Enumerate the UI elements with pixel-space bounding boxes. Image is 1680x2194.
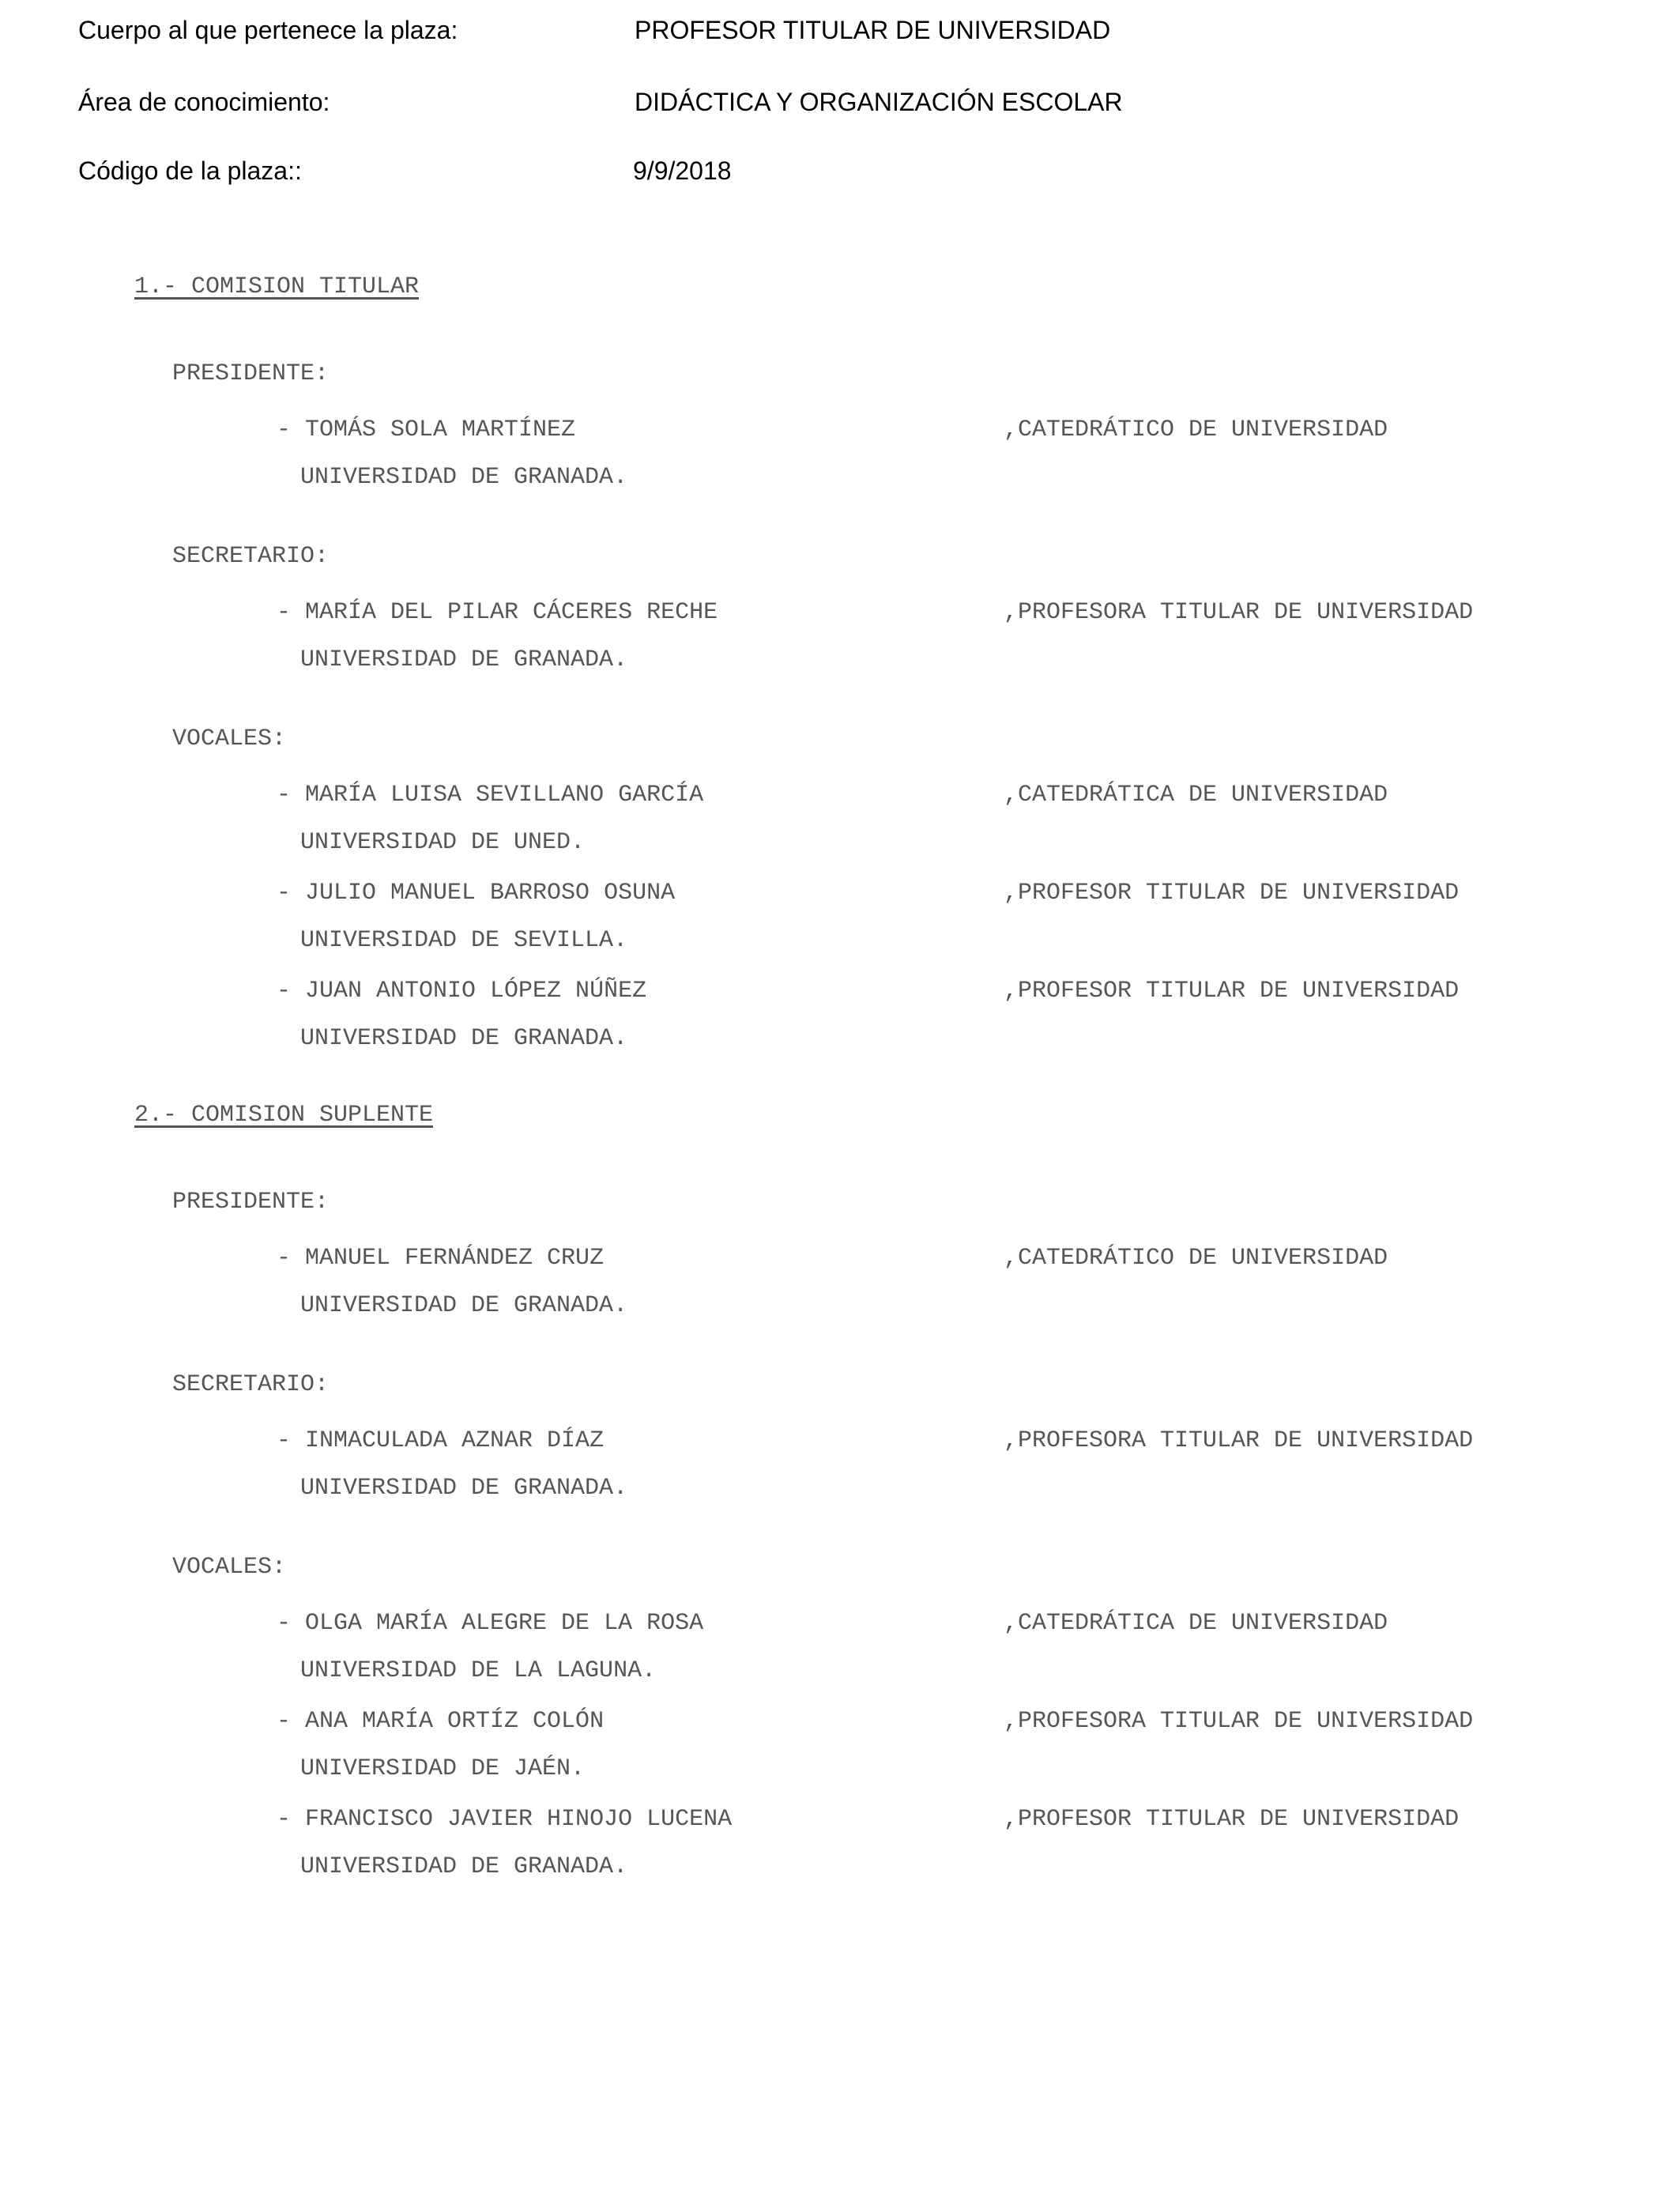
member-university: UNIVERSIDAD DE SEVILLA. <box>300 927 628 954</box>
member-university: UNIVERSIDAD DE GRANADA. <box>300 464 628 491</box>
member-name: - MARÍA LUISA SEVILLANO GARCÍA <box>277 782 704 809</box>
member-position: ,PROFESOR TITULAR DE UNIVERSIDAD <box>1004 978 1460 1005</box>
member-name: - JUAN ANTONIO LÓPEZ NÚÑEZ <box>277 978 647 1005</box>
role-label-secretario: SECRETARIO: <box>172 1371 330 1398</box>
role-label-secretario: SECRETARIO: <box>172 543 330 570</box>
member-university: UNIVERSIDAD DE GRANADA. <box>300 1025 628 1052</box>
member-name: - INMACULADA AZNAR DÍAZ <box>277 1427 605 1454</box>
member-position: ,CATEDRÁTICA DE UNIVERSIDAD <box>1004 1610 1388 1637</box>
cuerpo-value: PROFESOR TITULAR DE UNIVERSIDAD <box>635 16 1111 44</box>
member-university: UNIVERSIDAD DE GRANADA. <box>300 1475 628 1502</box>
codigo-label: Código de la plaza:: <box>78 156 302 185</box>
role-label-vocales: VOCALES: <box>172 1554 287 1581</box>
member-position: ,PROFESORA TITULAR DE UNIVERSIDAD <box>1004 599 1474 626</box>
member-position: ,PROFESOR TITULAR DE UNIVERSIDAD <box>1004 1806 1460 1833</box>
member-position: ,CATEDRÁTICO DE UNIVERSIDAD <box>1004 1245 1388 1272</box>
member-name: - FRANCISCO JAVIER HINOJO LUCENA <box>277 1806 733 1833</box>
member-name: - MARÍA DEL PILAR CÁCERES RECHE <box>277 599 718 626</box>
member-position: ,CATEDRÁTICO DE UNIVERSIDAD <box>1004 417 1388 443</box>
role-label-vocales: VOCALES: <box>172 726 287 752</box>
member-position: ,PROFESORA TITULAR DE UNIVERSIDAD <box>1004 1427 1474 1454</box>
member-name: - ANA MARÍA ORTÍZ COLÓN <box>277 1708 605 1735</box>
member-university: UNIVERSIDAD DE UNED. <box>300 829 586 856</box>
role-label-presidente: PRESIDENTE: <box>172 360 330 387</box>
member-university: UNIVERSIDAD DE JAÉN. <box>300 1755 586 1782</box>
member-name: - TOMÁS SOLA MARTÍNEZ <box>277 417 576 443</box>
cuerpo-label: Cuerpo al que pertenece la plaza: <box>78 16 458 44</box>
area-label: Área de conocimiento: <box>78 88 330 116</box>
member-university: UNIVERSIDAD DE GRANADA. <box>300 647 628 673</box>
codigo-value: 9/9/2018 <box>633 156 732 185</box>
member-name: - MANUEL FERNÁNDEZ CRUZ <box>277 1245 605 1272</box>
member-position: ,CATEDRÁTICA DE UNIVERSIDAD <box>1004 782 1388 809</box>
area-value: DIDÁCTICA Y ORGANIZACIÓN ESCOLAR <box>635 88 1123 116</box>
role-label-presidente: PRESIDENTE: <box>172 1189 330 1216</box>
member-university: UNIVERSIDAD DE GRANADA. <box>300 1853 628 1880</box>
member-university: UNIVERSIDAD DE GRANADA. <box>300 1292 628 1319</box>
member-position: ,PROFESOR TITULAR DE UNIVERSIDAD <box>1004 880 1460 907</box>
member-university: UNIVERSIDAD DE LA LAGUNA. <box>300 1657 657 1684</box>
member-position: ,PROFESORA TITULAR DE UNIVERSIDAD <box>1004 1708 1474 1735</box>
member-name: - OLGA MARÍA ALEGRE DE LA ROSA <box>277 1610 704 1637</box>
section-title-comision-suplente: 2.- COMISION SUPLENTE <box>134 1102 434 1129</box>
member-name: - JULIO MANUEL BARROSO OSUNA <box>277 880 676 907</box>
section-title-comision-titular: 1.- COMISION TITULAR <box>134 273 420 300</box>
